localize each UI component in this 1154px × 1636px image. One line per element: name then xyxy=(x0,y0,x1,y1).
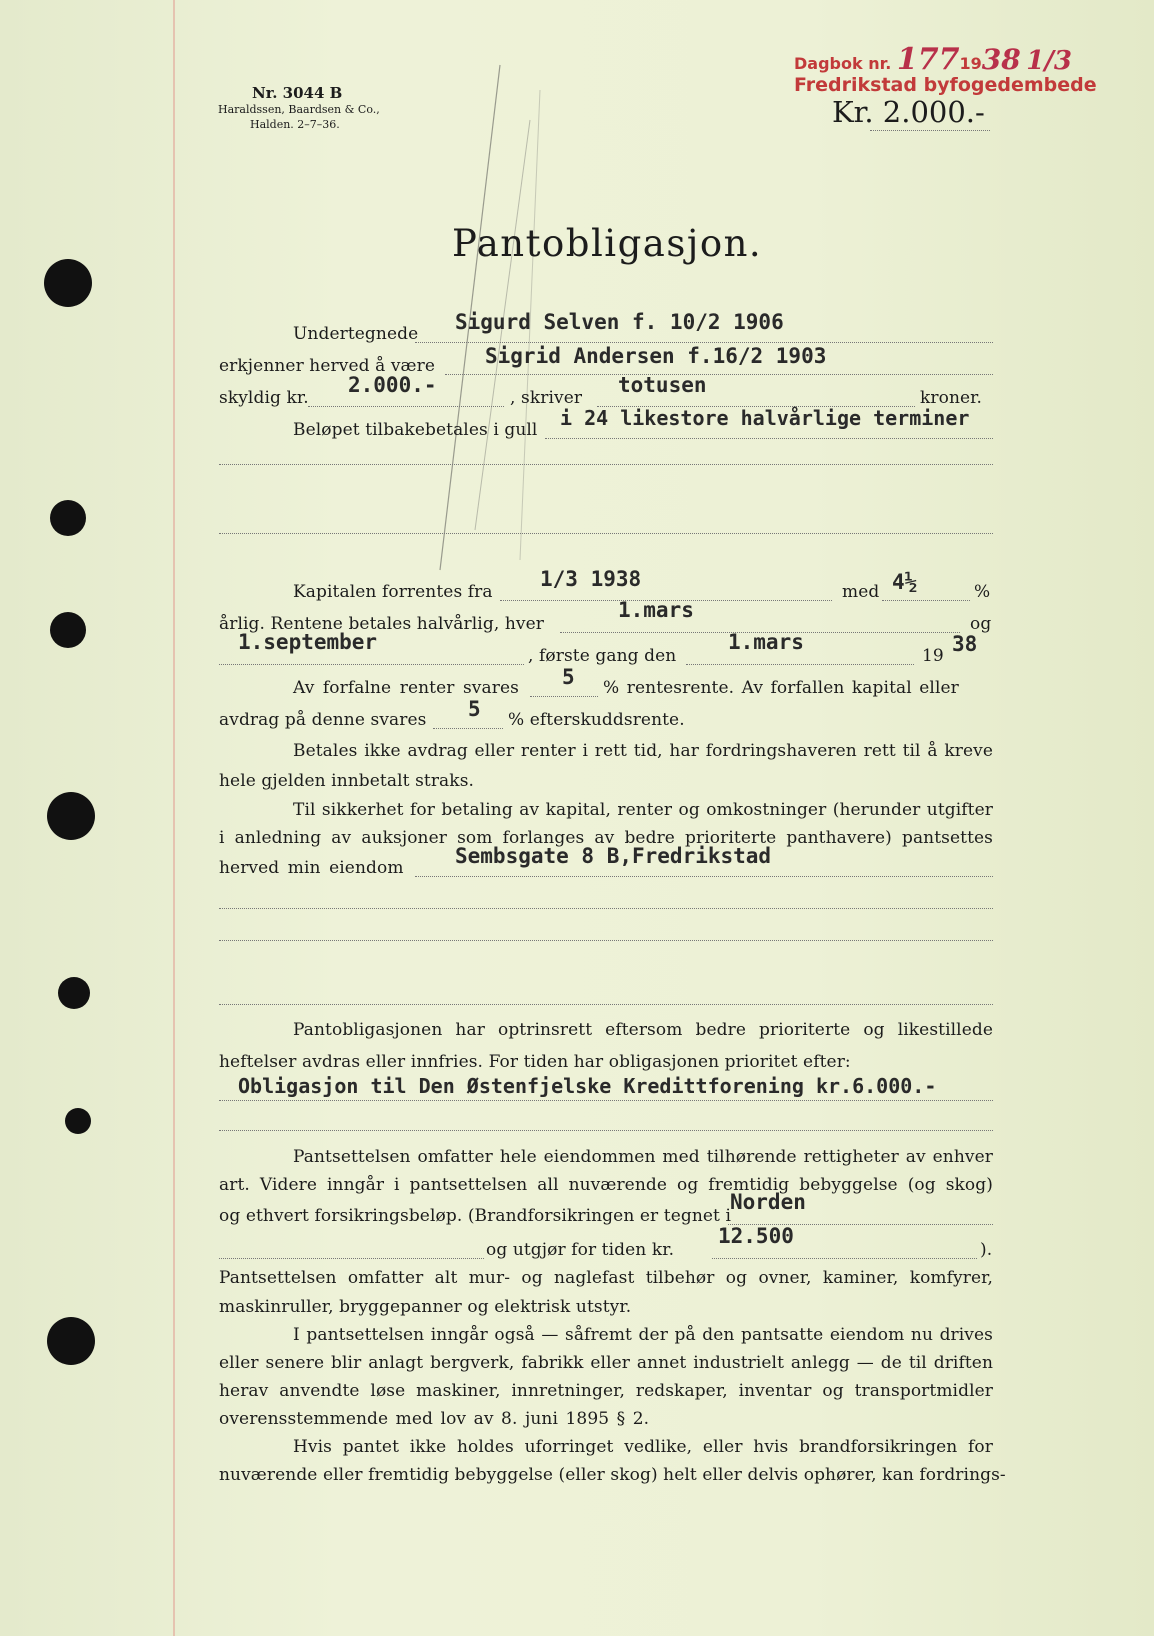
rente-pct-value: 5 xyxy=(562,665,575,689)
undertegnede-rule xyxy=(415,342,993,343)
optrin-line-1: Pantobligasjonen har optrinsrett eftersom bedre prioriterte og likestillede xyxy=(293,1020,993,1040)
erkjenner-label: erkjenner herved å være xyxy=(219,356,436,376)
optrin-line-2: heftelser avdras eller innfries. For tiden har obligasjonen prioritet efter: xyxy=(219,1052,851,1072)
dagbok-year-label: 19 xyxy=(959,54,982,73)
inngar-line-1: I pantsettelsen inngår også — såfremt der på den pantsatte eiendom nu drives xyxy=(293,1325,993,1345)
punch-hole-4 xyxy=(47,792,95,840)
printer-line-1: Haraldssen, Baardsen & Co., xyxy=(218,103,380,116)
avdrag-text-a: avdrag på denne svares xyxy=(219,710,427,730)
avdrag-pct-rule xyxy=(433,728,503,729)
sikker-line-1: Til sikkerhet for betaling av kapital, renter og omkostninger (herunder utgifter xyxy=(293,800,993,820)
dagbok-stamp xyxy=(794,42,1072,77)
blank-rule-3 xyxy=(219,908,993,909)
og-label: og xyxy=(970,614,992,634)
percent-sign: % xyxy=(974,582,991,602)
date2-value: 1.september xyxy=(238,630,378,654)
punch-hole-2 xyxy=(50,500,86,536)
hvis-line-1: Hvis pantet ikke holdes uforringet vedlike, eller hvis brandforsikringen for xyxy=(293,1437,993,1457)
stamp-amount-rule xyxy=(870,130,990,131)
inngar-line-4: overensstemmende med lov av 8. juni 1895 § 2. xyxy=(219,1409,650,1429)
year-value: 38 xyxy=(952,632,978,656)
punch-hole-3 xyxy=(50,612,86,648)
blank-rule-4 xyxy=(219,940,993,941)
hvis-line-2: nuværende eller fremtidig bebyggelse (eller skog) helt eller delvis ophører, kan fordrings- xyxy=(219,1465,1006,1485)
undertegnede-value: Sigurd Selven f. 10/2 1906 xyxy=(455,310,784,334)
document-title: Pantobligasjon. xyxy=(452,222,763,265)
omfatter-line-1: Pantsettelsen omfatter hele eiendommen med tilhørende rettigheter av enhver xyxy=(293,1147,993,1167)
forste-label: , første gang den xyxy=(528,646,677,666)
eiendom-label: herved min eiendom xyxy=(219,858,404,878)
erkjenner-value: Sigrid Andersen f.16/2 1903 xyxy=(485,344,827,368)
undertegnede-label: Undertegnede xyxy=(293,324,419,344)
mur-line-1: Pantsettelsen omfatter alt mur- og naglefast tilbehør og ovner, kaminer, komfyrer, xyxy=(219,1268,993,1288)
prioritet-value: Obligasjon til Den Østenfjelske Kredittforening kr.6.000.- xyxy=(238,1074,937,1098)
kapital-label: Kapitalen forrentes fra xyxy=(293,582,493,602)
margin-rule xyxy=(173,0,175,1636)
skyldig-rule xyxy=(308,406,504,407)
skyldig-label: skyldig kr. xyxy=(219,388,309,408)
prioritet-rule xyxy=(219,1100,993,1101)
utgjor-close: ). xyxy=(980,1240,993,1260)
utgjor-value: 12.500 xyxy=(718,1224,794,1248)
forfalne-text-a: Av forfalne renter svares xyxy=(293,678,519,698)
avdrag-text-b: % efterskuddsrente. xyxy=(508,710,685,730)
belopet-value: i 24 likestore halvårlige terminer xyxy=(560,406,970,430)
office-stamp: Fredrikstad byfogedembede xyxy=(794,74,1097,96)
printer-line-2: Halden. 2–7–36. xyxy=(250,118,340,131)
dagbok-label: Dagbok nr. xyxy=(794,54,892,73)
skriver-label: , skriver xyxy=(510,388,583,408)
med-label: med xyxy=(842,582,880,602)
avdrag-pct-value: 5 xyxy=(468,697,481,721)
forfalne-text-b: % rentesrente. Av forfallen kapital eller xyxy=(603,678,959,698)
blank-rule-5 xyxy=(219,1004,993,1005)
year-prefix: 19 xyxy=(922,646,944,666)
erkjenner-rule xyxy=(445,374,993,375)
date1-value: 1.mars xyxy=(618,598,694,622)
arlig-label: årlig. Rentene betales halvårlig, hver xyxy=(219,614,544,634)
stamp-amount: Kr. 2.000.- xyxy=(832,95,985,129)
skyldig-value: 2.000.- xyxy=(348,373,437,397)
skriver-value: totusen xyxy=(618,373,707,397)
punch-hole-7 xyxy=(47,1317,95,1365)
punch-hole-6 xyxy=(65,1108,91,1134)
dagbok-number: 177 xyxy=(896,42,960,77)
dagbok-year-suffix: 38 xyxy=(981,43,1021,76)
eiendom-value: Sembsgate 8 B,Fredrikstad xyxy=(455,844,772,868)
betales-line-2: hele gjelden innbetalt straks. xyxy=(219,771,475,791)
omfatter-line-2: art. Videre inngår i pantsettelsen all nuværende og fremtidig bebyggelse (og skog) xyxy=(219,1175,993,1195)
utgjor-label: og utgjør for tiden kr. xyxy=(486,1240,675,1260)
utgjor-leading-rule xyxy=(219,1258,484,1259)
betales-line-1: Betales ikke avdrag eller renter i rett tid, har fordringshaveren rett til å kreve xyxy=(293,741,993,761)
first-date-value: 1.mars xyxy=(728,630,804,654)
utgjor-rule xyxy=(712,1258,977,1259)
inngar-line-2: eller senere blir anlagt bergverk, fabrikk eller annet industrielt anlegg — de til driften xyxy=(219,1353,993,1373)
first-date-rule xyxy=(686,664,914,665)
dagbok-date-hand: 1/3 xyxy=(1026,46,1072,76)
blank-rule-2 xyxy=(219,533,993,534)
kapital-from-value: 1/3 1938 xyxy=(540,567,642,591)
kroner-label: kroner. xyxy=(920,388,983,408)
inngar-line-3: herav anvendte løse maskiner, innretninger, redskaper, inventar og transportmidler xyxy=(219,1381,993,1401)
brandfors-value: Norden xyxy=(730,1190,806,1214)
omfatter-line-3: og ethvert forsikringsbeløp. (Brandforsikringen er tegnet i xyxy=(219,1206,732,1226)
rate-rule xyxy=(882,600,970,601)
blank-rule-6 xyxy=(219,1130,993,1131)
eiendom-rule xyxy=(415,876,993,877)
form-number: Nr. 3044 B xyxy=(252,84,343,102)
punch-hole-5 xyxy=(58,977,90,1009)
sikker-line-2: i anledning av auksjoner som forlanges av bedre prioriterte panthavere) pantsettes xyxy=(219,828,993,848)
belopet-rule xyxy=(545,438,993,439)
rente-pct-rule xyxy=(530,696,598,697)
blank-rule-1 xyxy=(219,464,993,465)
date2-rule xyxy=(219,664,524,665)
punch-hole-1 xyxy=(44,259,92,307)
rate-value: 4½ xyxy=(892,570,918,594)
mur-line-2: maskinruller, bryggepanner og elektrisk utstyr. xyxy=(219,1297,632,1317)
belopet-label: Beløpet tilbakebetales i gull xyxy=(293,420,538,440)
